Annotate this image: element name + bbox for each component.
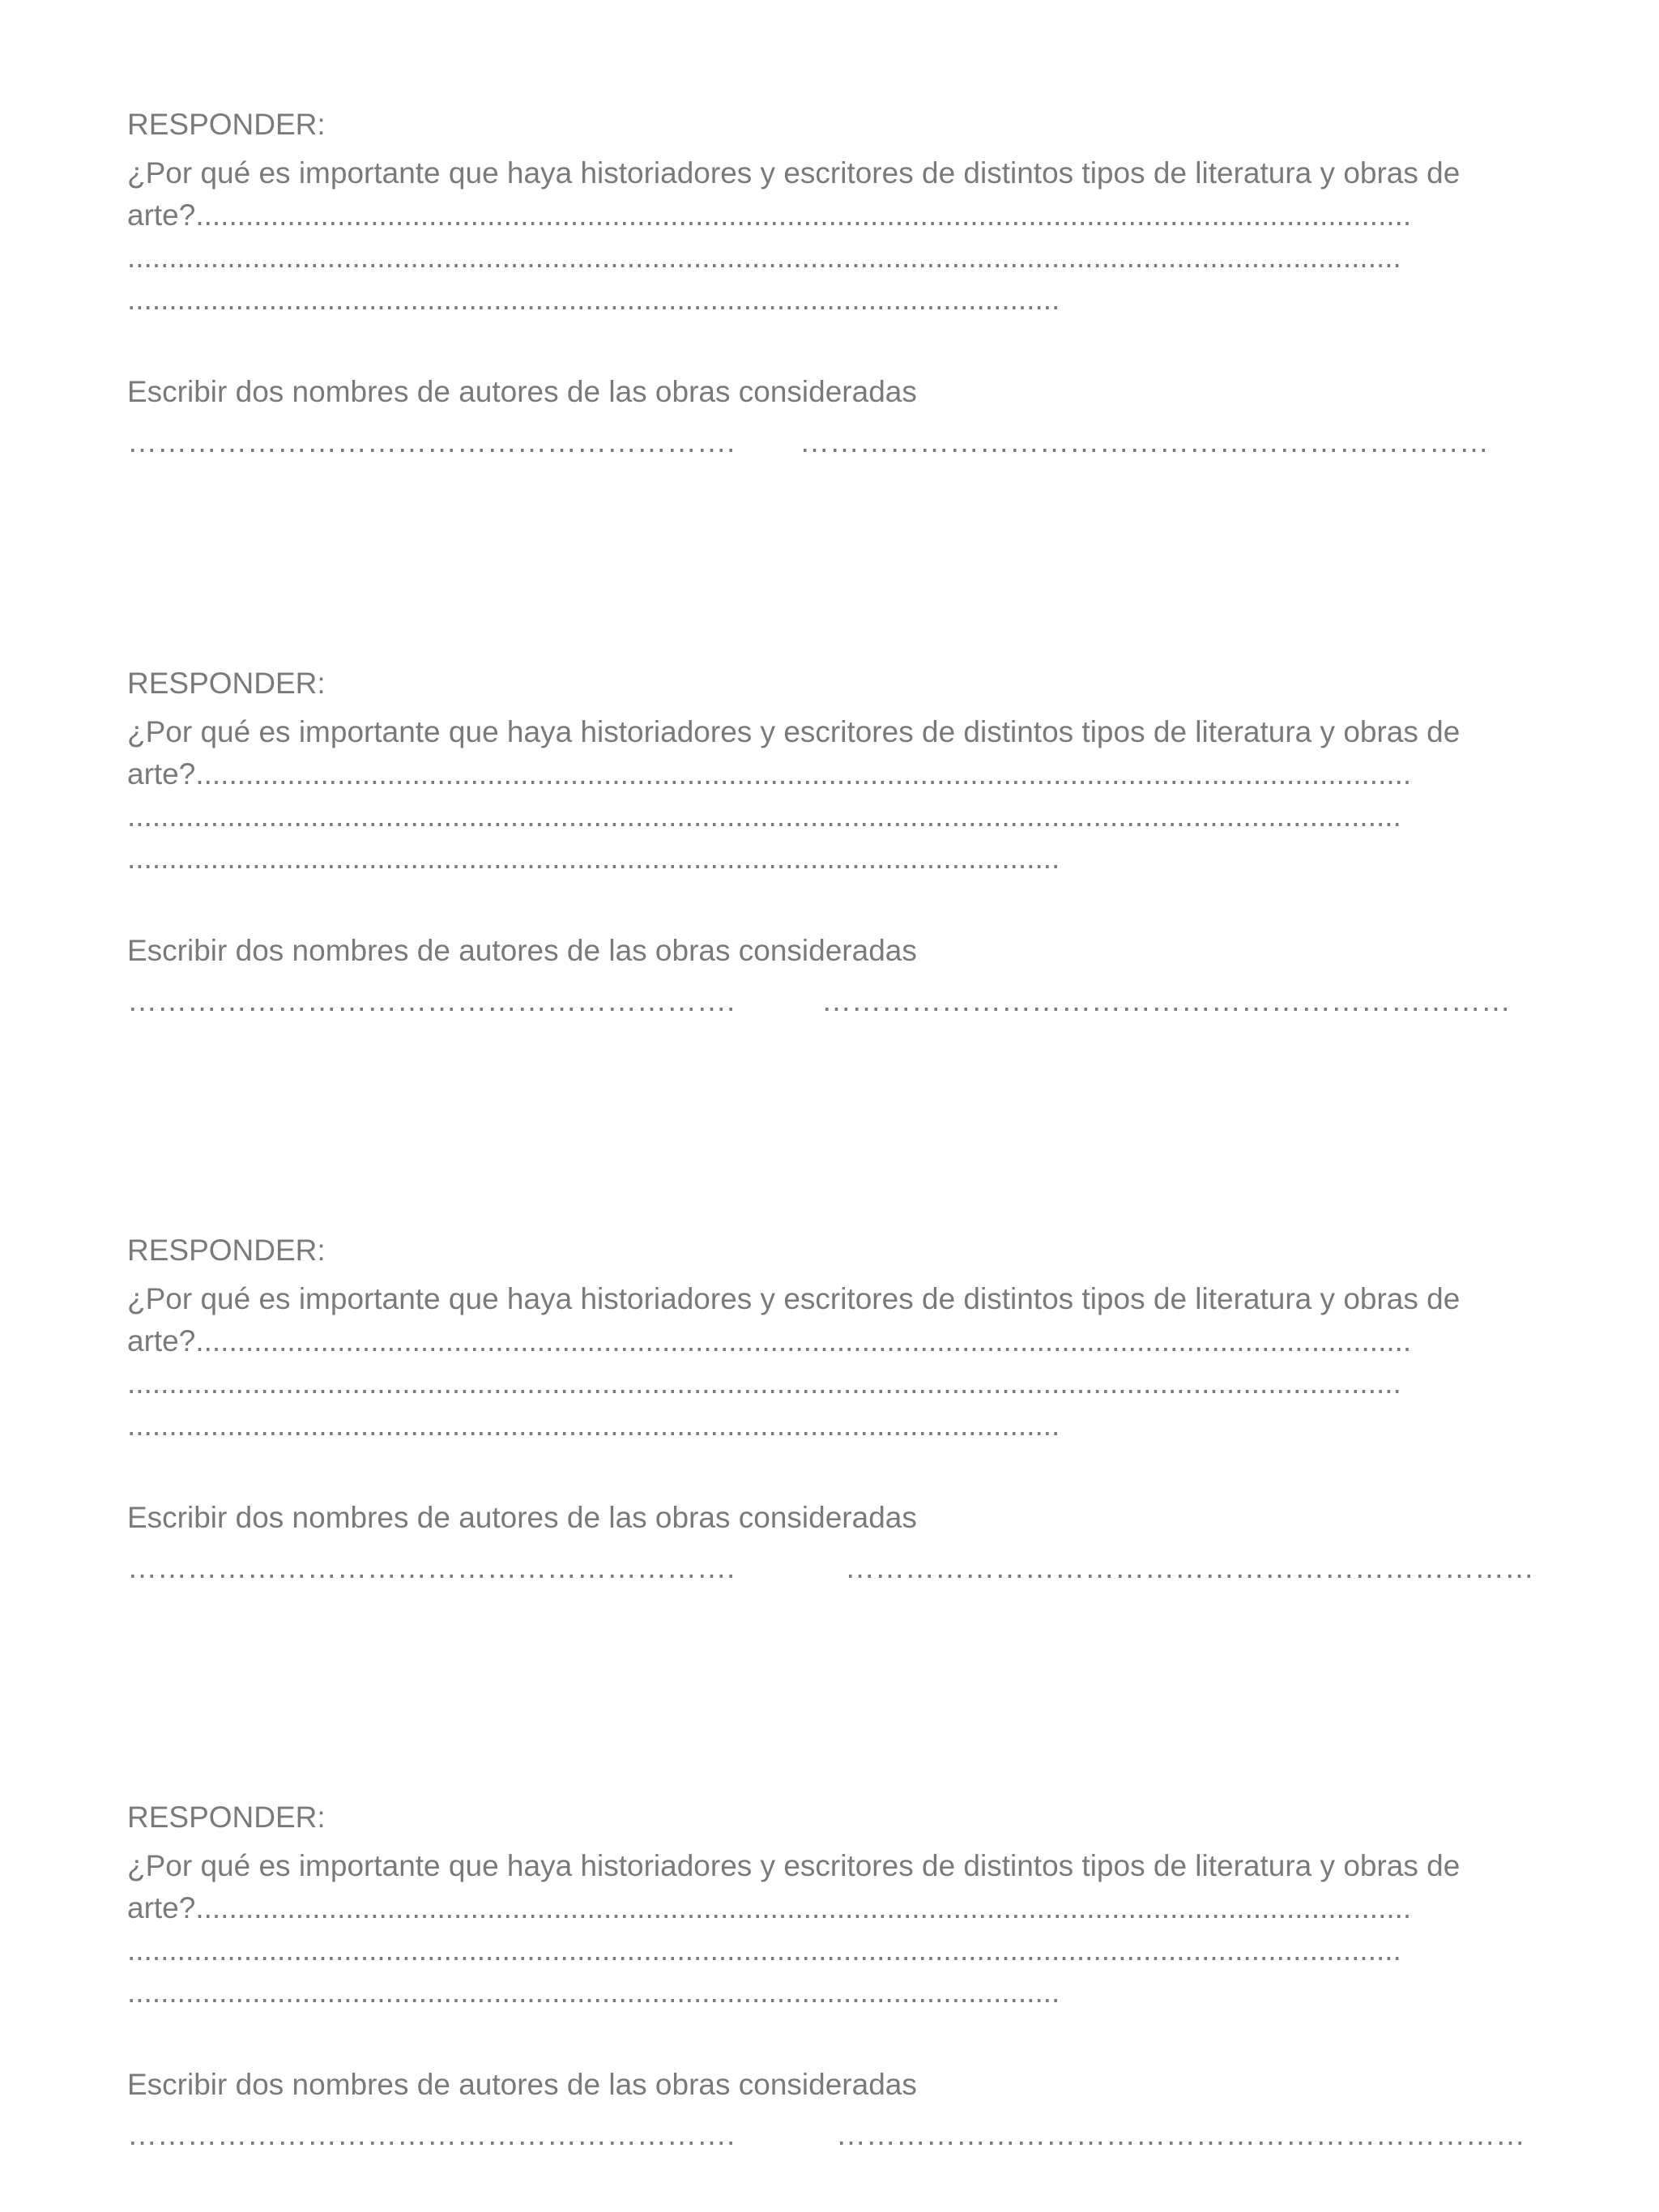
author-name-blank-2[interactable]: ……………………………………………………………	[800, 425, 1489, 458]
responder-heading: RESPONDER:	[127, 108, 326, 141]
answer-line-1[interactable]: .........................................................................................................................................................	[127, 1366, 1401, 1400]
author-name-blank-1[interactable]: …………………………………………………….	[127, 984, 736, 1017]
responder-heading: RESPONDER:	[127, 1801, 326, 1834]
answer-line-1[interactable]: .........................................................................................................................................................	[127, 799, 1401, 833]
question-text-line-2[interactable]: arte?..................................................................................................................................................	[127, 1891, 1412, 1924]
author-name-blank-1[interactable]: …………………………………………………….	[127, 2118, 736, 2151]
authors-instruction: Escribir dos nombres de autores de las obras consideradas	[127, 375, 917, 408]
author-name-blank-2[interactable]: ……………………………………………………………	[845, 1551, 1534, 1584]
question-text-line-2[interactable]: arte?..................................................................................................................................................	[127, 198, 1412, 232]
question-text-line-1: ¿Por qué es importante que haya historiadores y escritores de distintos tipos de literatura y obras de	[127, 156, 1461, 190]
responder-heading: RESPONDER:	[127, 667, 326, 700]
question-text-line-1: ¿Por qué es importante que haya historiadores y escritores de distintos tipos de literatura y obras de	[127, 1282, 1461, 1315]
responder-heading: RESPONDER:	[127, 1234, 326, 1267]
author-name-blank-2[interactable]: ……………………………………………………………	[836, 2118, 1525, 2151]
answer-line-2[interactable]: ................................................................................................................	[127, 283, 1060, 316]
answer-line-1[interactable]: .........................................................................................................................................................	[127, 241, 1401, 274]
answer-line-2[interactable]: ................................................................................................................	[127, 1409, 1060, 1442]
question-text-line-2[interactable]: arte?..................................................................................................................................................	[127, 757, 1412, 791]
answer-line-2[interactable]: ................................................................................................................	[127, 842, 1060, 875]
authors-instruction: Escribir dos nombres de autores de las obras consideradas	[127, 1501, 917, 1534]
question-text-line-1: ¿Por qué es importante que haya historiadores y escritores de distintos tipos de literatura y obras de	[127, 1849, 1461, 1882]
author-name-blank-1[interactable]: …………………………………………………….	[127, 1551, 736, 1584]
answer-line-1[interactable]: .........................................................................................................................................................	[127, 1933, 1401, 1967]
author-name-blank-2[interactable]: ……………………………………………………………	[821, 984, 1511, 1017]
authors-instruction: Escribir dos nombres de autores de las obras consideradas	[127, 934, 917, 967]
question-text-line-2[interactable]: arte?..................................................................................................................................................	[127, 1324, 1412, 1357]
answer-line-2[interactable]: ................................................................................................................	[127, 1975, 1060, 2009]
question-text-line-1: ¿Por qué es importante que haya historiadores y escritores de distintos tipos de literatura y obras de	[127, 715, 1461, 748]
authors-instruction: Escribir dos nombres de autores de las obras consideradas	[127, 2068, 917, 2101]
author-name-blank-1[interactable]: …………………………………………………….	[127, 425, 736, 458]
